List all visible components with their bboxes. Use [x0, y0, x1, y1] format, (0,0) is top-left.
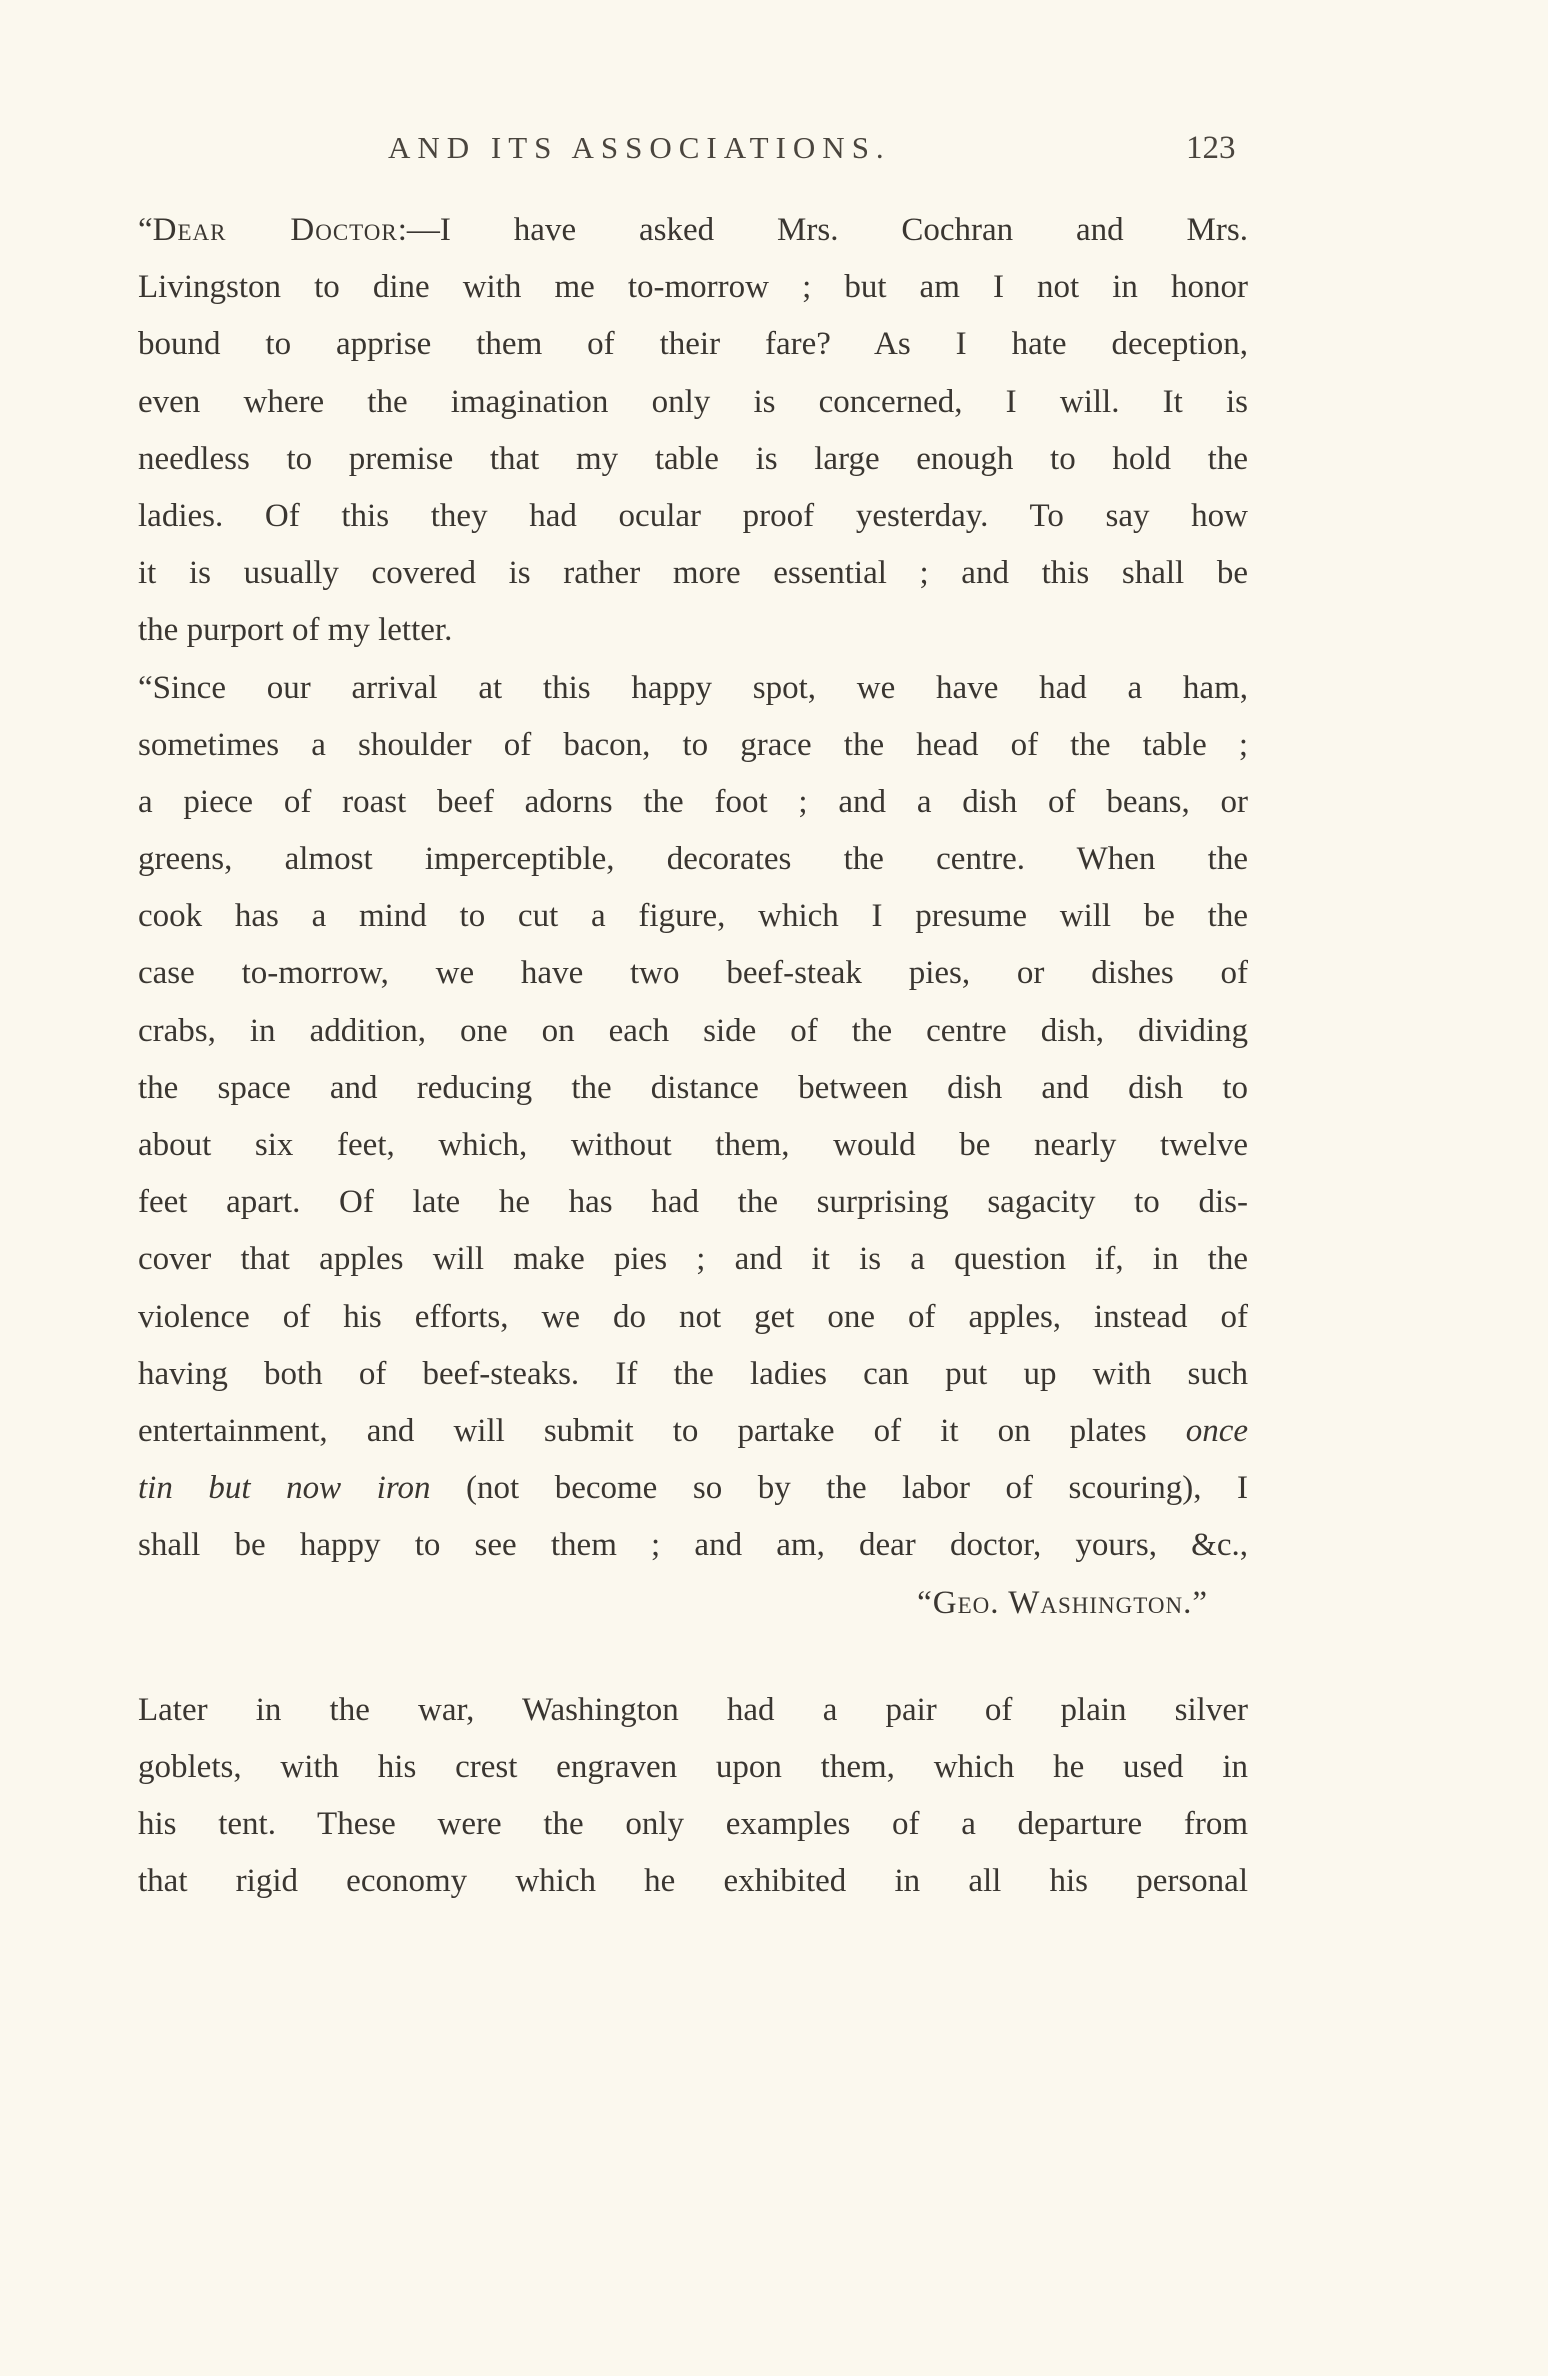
text-line: ladies. Of this they had ocular proof yesterday. To say how	[138, 497, 1248, 534]
text-line	[138, 1403, 1248, 1460]
text-line: the purport of my letter.	[138, 612, 453, 649]
text-line: cook has a mind to cut a figure, which I presume will be the	[138, 898, 1248, 935]
text-line: Later in the war, Washington had a pair of plain silver	[138, 1691, 1248, 1728]
page-number: 123	[1186, 130, 1236, 166]
text-line: crabs, in addition, one on each side of the centre dish, dividing	[138, 1012, 1248, 1049]
salutation-rest: :—I have asked Mrs. Cochran and Mrs.	[397, 212, 1248, 248]
text-line: having both of beef-steaks. If the ladies can put up with such	[138, 1355, 1248, 1392]
text-segment: entertainment, and will submit to partake of it on plates	[138, 1412, 1147, 1449]
letter-signature: “Geo. Washington.”	[917, 1584, 1208, 1621]
text-line: greens, almost imperceptible, decorates the centre. When the	[138, 841, 1248, 878]
text-line: bound to apprise them of their fare? As I hate deception,	[138, 326, 1248, 363]
text-line: “Since our arrival at this happy spot, we have had a ham,	[138, 669, 1248, 706]
salutation: Dear Doctor	[152, 212, 398, 248]
italic-phrase: once	[1185, 1412, 1248, 1449]
text-segment: (not become so by the labor of scouring), I	[430, 1470, 1248, 1507]
text-line: a piece of roast beef adorns the foot ; and a dish of beans, or	[138, 783, 1248, 820]
text-line: even where the imagination only is concerned, I will. It is	[138, 383, 1248, 420]
paragraph-gap	[138, 1632, 1248, 1682]
text-line: feet apart. Of late he has had the surprising sagacity to dis-	[138, 1184, 1248, 1221]
italic-phrase: tin but now iron	[138, 1470, 431, 1507]
text-line: cover that apples will make pies ; and it is a question if, in the	[138, 1241, 1248, 1278]
text-line: that rigid economy which he exhibited in all his personal	[138, 1863, 1248, 1900]
text-line: case to-morrow, we have two beef-steak pies, or dishes of	[138, 955, 1248, 992]
running-head: AND ITS ASSOCIATIONS.	[388, 130, 891, 165]
text-line: violence of his efforts, we do not get one of apples, instead of	[138, 1298, 1248, 1335]
text-line: about six feet, which, without them, would be nearly twelve	[138, 1127, 1248, 1163]
text-line: sometimes a shoulder of bacon, to grace the head of the table ;	[138, 726, 1248, 763]
open-quote: “	[138, 212, 153, 248]
text-line: his tent. These were the only examples of a departure from	[138, 1806, 1248, 1843]
text-line: goblets, with his crest engraven upon them, which he used in	[138, 1748, 1248, 1785]
body-text	[138, 202, 1248, 1910]
text-line	[138, 1460, 1248, 1517]
text-line: needless to premise that my table is large enough to hold the	[138, 440, 1248, 477]
text-line: the space and reducing the distance between dish and dish to	[138, 1069, 1248, 1106]
letter-salutation-line	[138, 202, 1248, 259]
text-line: Livingston to dine with me to-morrow ; but am I not in honor	[138, 269, 1248, 306]
text-line: shall be happy to see them ; and am, dear doctor, yours, &c.,	[138, 1527, 1248, 1564]
text-line: it is usually covered is rather more essential ; and this shall be	[138, 555, 1248, 592]
